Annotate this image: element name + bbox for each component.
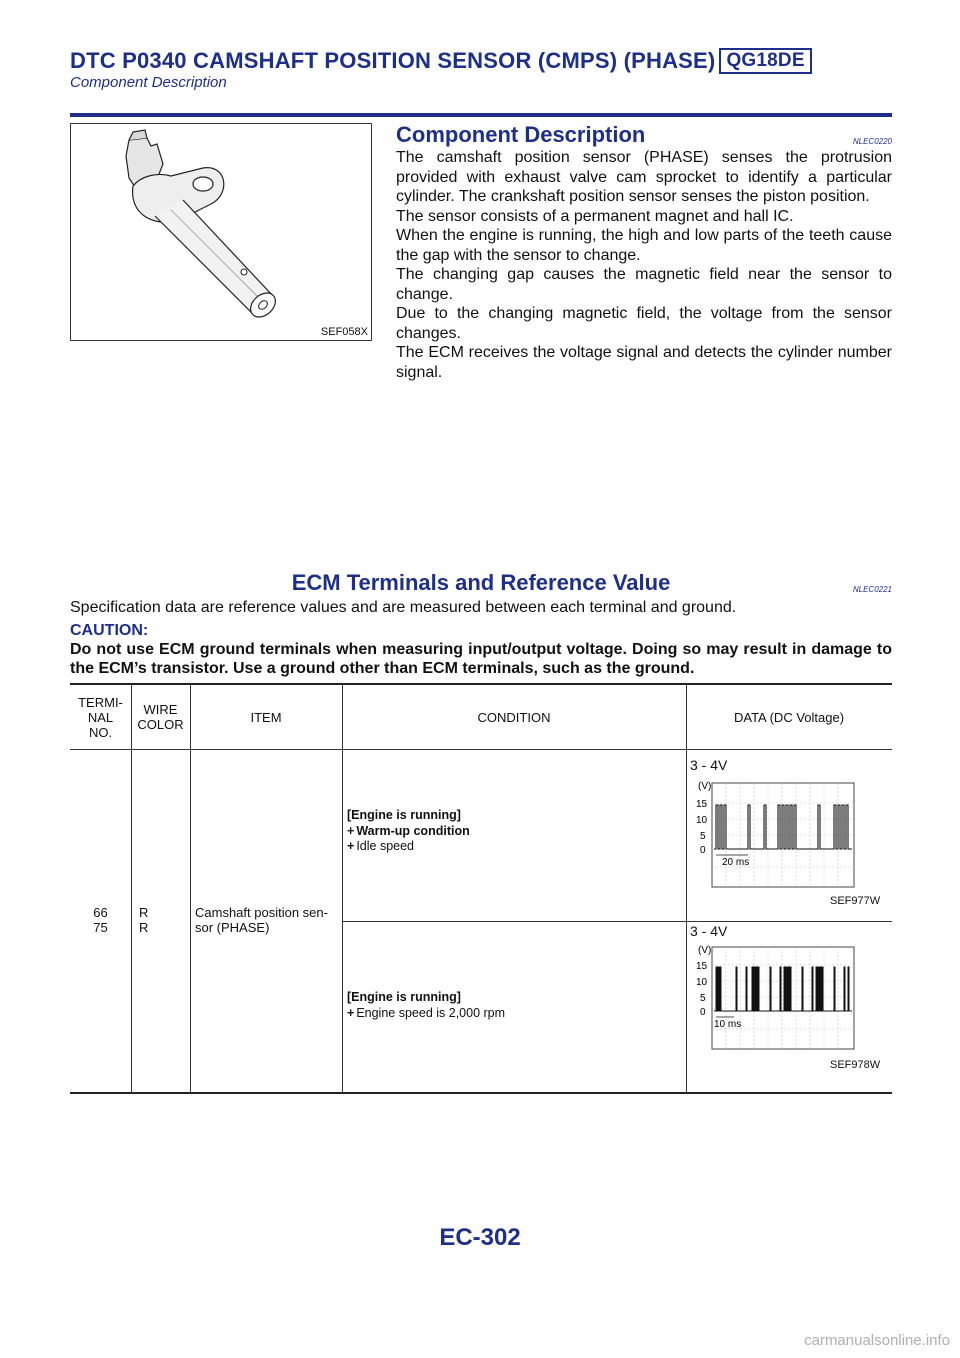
item-line: Camshaft position sen- (195, 905, 328, 920)
header-wire-line: COLOR (137, 717, 184, 732)
spec-note: Specification data are reference values and are measured between each terminal and ground. (70, 599, 737, 616)
header-title-text: DTC P0340 CAMSHAFT POSITION SENSOR (CMPS) (PHASE) (70, 48, 716, 73)
page-number: EC-302 (439, 1224, 521, 1251)
graph-tick: 15 (696, 961, 708, 972)
figure-caption: SEF058X (320, 326, 368, 338)
component-description (396, 122, 892, 382)
component-description-title-text: Component Description (396, 122, 646, 147)
graph-tick: 0 (700, 1007, 706, 1018)
wire-color: R (139, 920, 149, 935)
row-divider (342, 921, 892, 922)
graph-tick: 10 (696, 815, 708, 826)
waveform-graph-2 (692, 943, 892, 1053)
condition-head: [Engine is running] (347, 808, 461, 822)
caution-text: Do not use ECM ground terminals when measuring input/output voltage. Doing so may result in damage to the ECM’s transistor. Use a ground other than ECM terminals, such as the ground. (70, 641, 892, 677)
graph-time-label: 20 ms (722, 857, 750, 868)
nlec-code: NLEC0221 (852, 585, 892, 594)
graph-unit: (V) (698, 945, 712, 956)
wire-colors (139, 905, 148, 935)
camshaft-sensor-illustration (71, 124, 371, 340)
terminal-numbers (70, 905, 131, 935)
paragraph: The ECM receives the voltage signal and detects the cylinder number signal. (396, 344, 892, 381)
terminal-number: 66 (93, 905, 108, 920)
header-terminal-line: NO. (88, 724, 113, 740)
header-wire-line: WIRE (143, 702, 178, 717)
header-item: ITEM (250, 709, 282, 725)
header-wire-color (131, 685, 190, 749)
graph-tick: 15 (696, 799, 708, 810)
condition-bullet: + Warm-up condition (347, 823, 470, 838)
graph-caption: SEF977W (830, 895, 881, 907)
paragraph: When the engine is running, the high and low parts of the teeth cause the gap with the sensor to change. (396, 227, 892, 264)
graph-tick: 5 (700, 831, 706, 842)
graph-tick: 10 (696, 977, 708, 988)
header-terminal-line: NAL (87, 709, 114, 725)
sensor-figure (70, 123, 372, 341)
page-header (70, 48, 892, 91)
header-condition: CONDITION (477, 709, 551, 725)
engine-badge: QG18DE (719, 48, 811, 74)
item-line: sor (PHASE) (195, 920, 270, 935)
condition-head: [Engine is running] (347, 990, 461, 1004)
item-name (195, 905, 340, 935)
paragraph: The camshaft position sensor (PHASE) senses the protrusion provided with exhaust valve cam sprocket to identify a particular cylinder. The crankshaft position sensor senses the piston position. (396, 149, 892, 205)
header-subtitle: Component Description (70, 74, 227, 91)
ecm-section-title (70, 570, 892, 596)
graph-unit: (V) (698, 781, 712, 792)
nlec-code: NLEC0220 (852, 137, 892, 146)
header-title (70, 48, 892, 74)
terminal-number: 75 (93, 920, 108, 935)
header-data: DATA (DC Voltage) (733, 709, 845, 725)
graph-caption: SEF978W (830, 1059, 881, 1071)
ecm-terminals-section (70, 570, 892, 678)
voltage-value: 3 - 4V (690, 757, 728, 773)
paragraph: The changing gap causes the magnetic field near the sensor to change. (396, 266, 892, 303)
voltage-value: 3 - 4V (690, 923, 728, 939)
ecm-reference-table (70, 683, 892, 1094)
header-divider (70, 749, 892, 750)
condition-bullet: + Engine speed is 2,000 rpm (347, 1005, 506, 1020)
ecm-section-title-text: ECM Terminals and Reference Value (291, 570, 671, 595)
condition-bullet: + Idle speed (347, 839, 414, 853)
header-terminal-line: TERMI- (78, 694, 123, 710)
wire-color: R (139, 905, 149, 920)
watermark: carmanualsonline.info (804, 1332, 950, 1349)
waveform-graph-1 (692, 779, 892, 891)
paragraph: The sensor consists of a permanent magnet and hall IC. (396, 207, 794, 225)
paragraph: Due to the changing magnetic field, the voltage from the sensor changes. (396, 305, 892, 342)
caution-label: CAUTION: (70, 622, 149, 639)
graph-time-label: 10 ms (714, 1019, 742, 1030)
condition-row-1 (347, 808, 470, 855)
header-terminal (70, 685, 131, 749)
condition-row-2 (347, 990, 505, 1021)
graph-tick: 0 (700, 845, 706, 856)
graph-tick: 5 (700, 993, 706, 1004)
header-rule (70, 113, 892, 117)
component-description-title (396, 122, 892, 148)
